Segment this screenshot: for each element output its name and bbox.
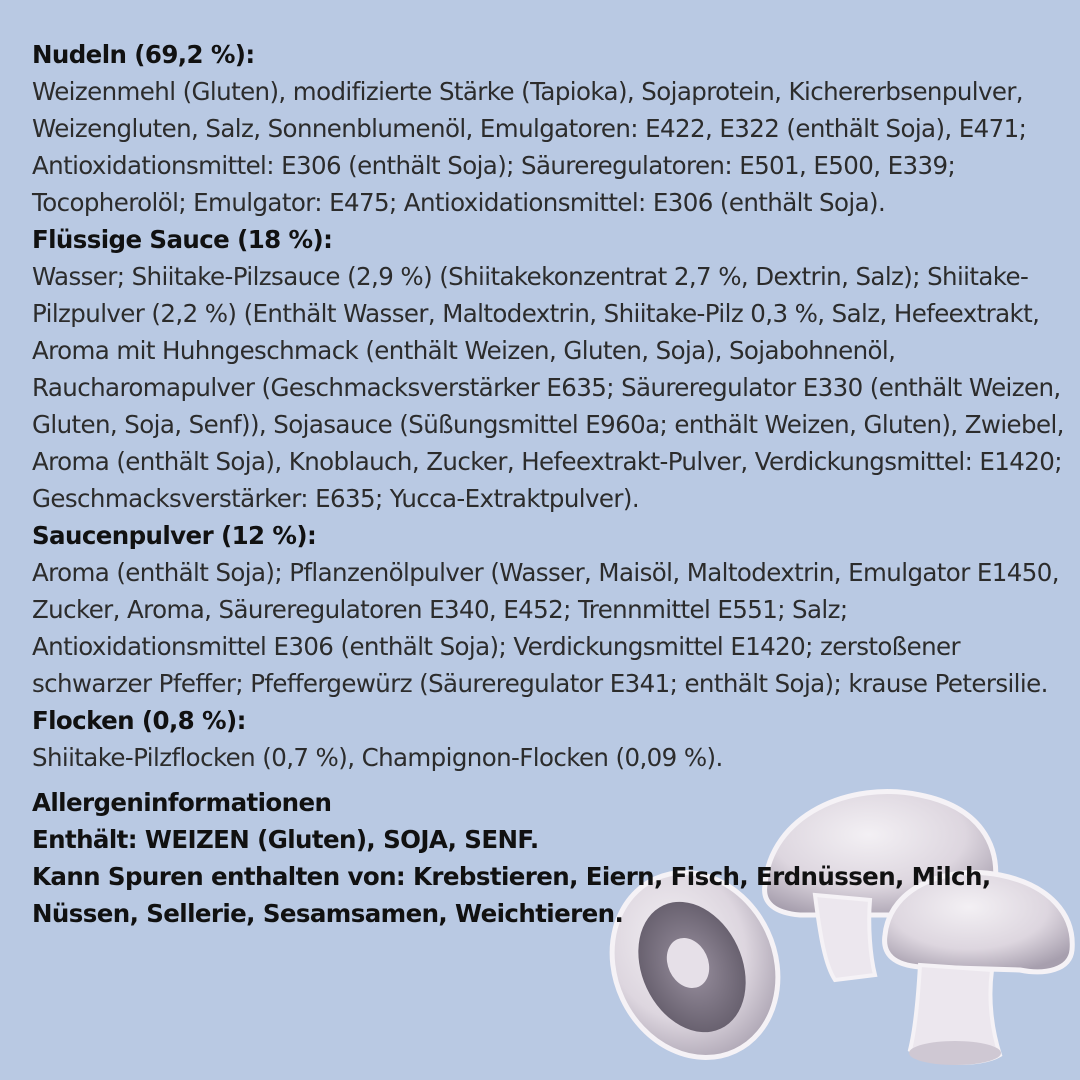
section-text: Wasser; Shiitake-Pilzsauce (2,9 %) (Shiitakekonzentrat 2,7 %, Dextrin, Salz); Shiitake-Pilzpulver (2,2 %) (Enthält Wasser, Maltodextrin, Shiitake-Pilz 0,3 %, Salz, Hefeextrakt, Aroma mit Huhngeschmack (enthält Weizen, Gluten, Soja), Sojabohnenöl, Raucharomapulver (Geschmacksverstärker E635; Säureregulator E330 (enthält Weizen, Gluten, Soja, Senf)), Sojasauce (Süßungsmittel E960a; enthält Weizen, Gluten), Zwiebel, Aroma (enthält Soja), Knoblauch, Zucker, Hefeextrakt-Pulver, Verdickungsmittel: E1420; Geschmacksverstärker: E635; Yucca-Extraktpulver). — [32, 262, 1064, 513]
section-text: Aroma (enthält Soja); Pflanzenölpulver (Wasser, Maisöl, Maltodextrin, Emulgator E1450, Zucker, Aroma, Säureregulatoren E340, E452; Trennmittel E551; Salz; Antioxidationsmittel E306 (enthält Soja); Verdickungsmittel E1420; zerstoßener schwarzer Pfeffer; Pfeffergewürz (Säureregulator E341; enthält Soja); krause Petersilie. — [32, 558, 1059, 698]
section-flakes — [32, 702, 1072, 776]
section-heading: Nudeln (69,2 %): — [32, 40, 255, 69]
allergen-traces: Kann Spuren enthalten von: Krebstieren, Eiern, Fisch, Erdnüssen, Milch, Nüssen, Sellerie, Sesamsamen, Weichtieren. — [32, 862, 991, 928]
section-heading: Flocken (0,8 %): — [32, 706, 246, 735]
section-text: Weizenmehl (Gluten), modifizierte Stärke (Tapioka), Sojaprotein, Kichererbsenpulver, Weizengluten, Salz, Sonnenblumenöl, Emulgatoren: E422, E322 (enthält Soja), E471; Antioxidationsmittel: E306 (enthält Soja); Säureregulatoren: E501, E500, E339; Tocopherolöl; Emulgator: E475; Antioxidationsmittel: E306 (enthält Soja). — [32, 77, 1027, 217]
allergen-contains: Enthält: WEIZEN (Gluten), SOJA, SENF. — [32, 825, 539, 854]
section-heading: Saucenpulver (12 %): — [32, 521, 317, 550]
ingredients-text — [32, 36, 1072, 932]
section-text: Shiitake-Pilzflocken (0,7 %), Champignon-Flocken (0,09 %). — [32, 743, 723, 772]
section-heading: Flüssige Sauce (18 %): — [32, 225, 333, 254]
section-liquid-sauce — [32, 221, 1072, 517]
section-noodles — [32, 36, 1072, 221]
section-sauce-powder — [32, 517, 1072, 702]
allergen-info — [32, 784, 1072, 932]
allergen-heading: Allergeninformationen — [32, 788, 332, 817]
